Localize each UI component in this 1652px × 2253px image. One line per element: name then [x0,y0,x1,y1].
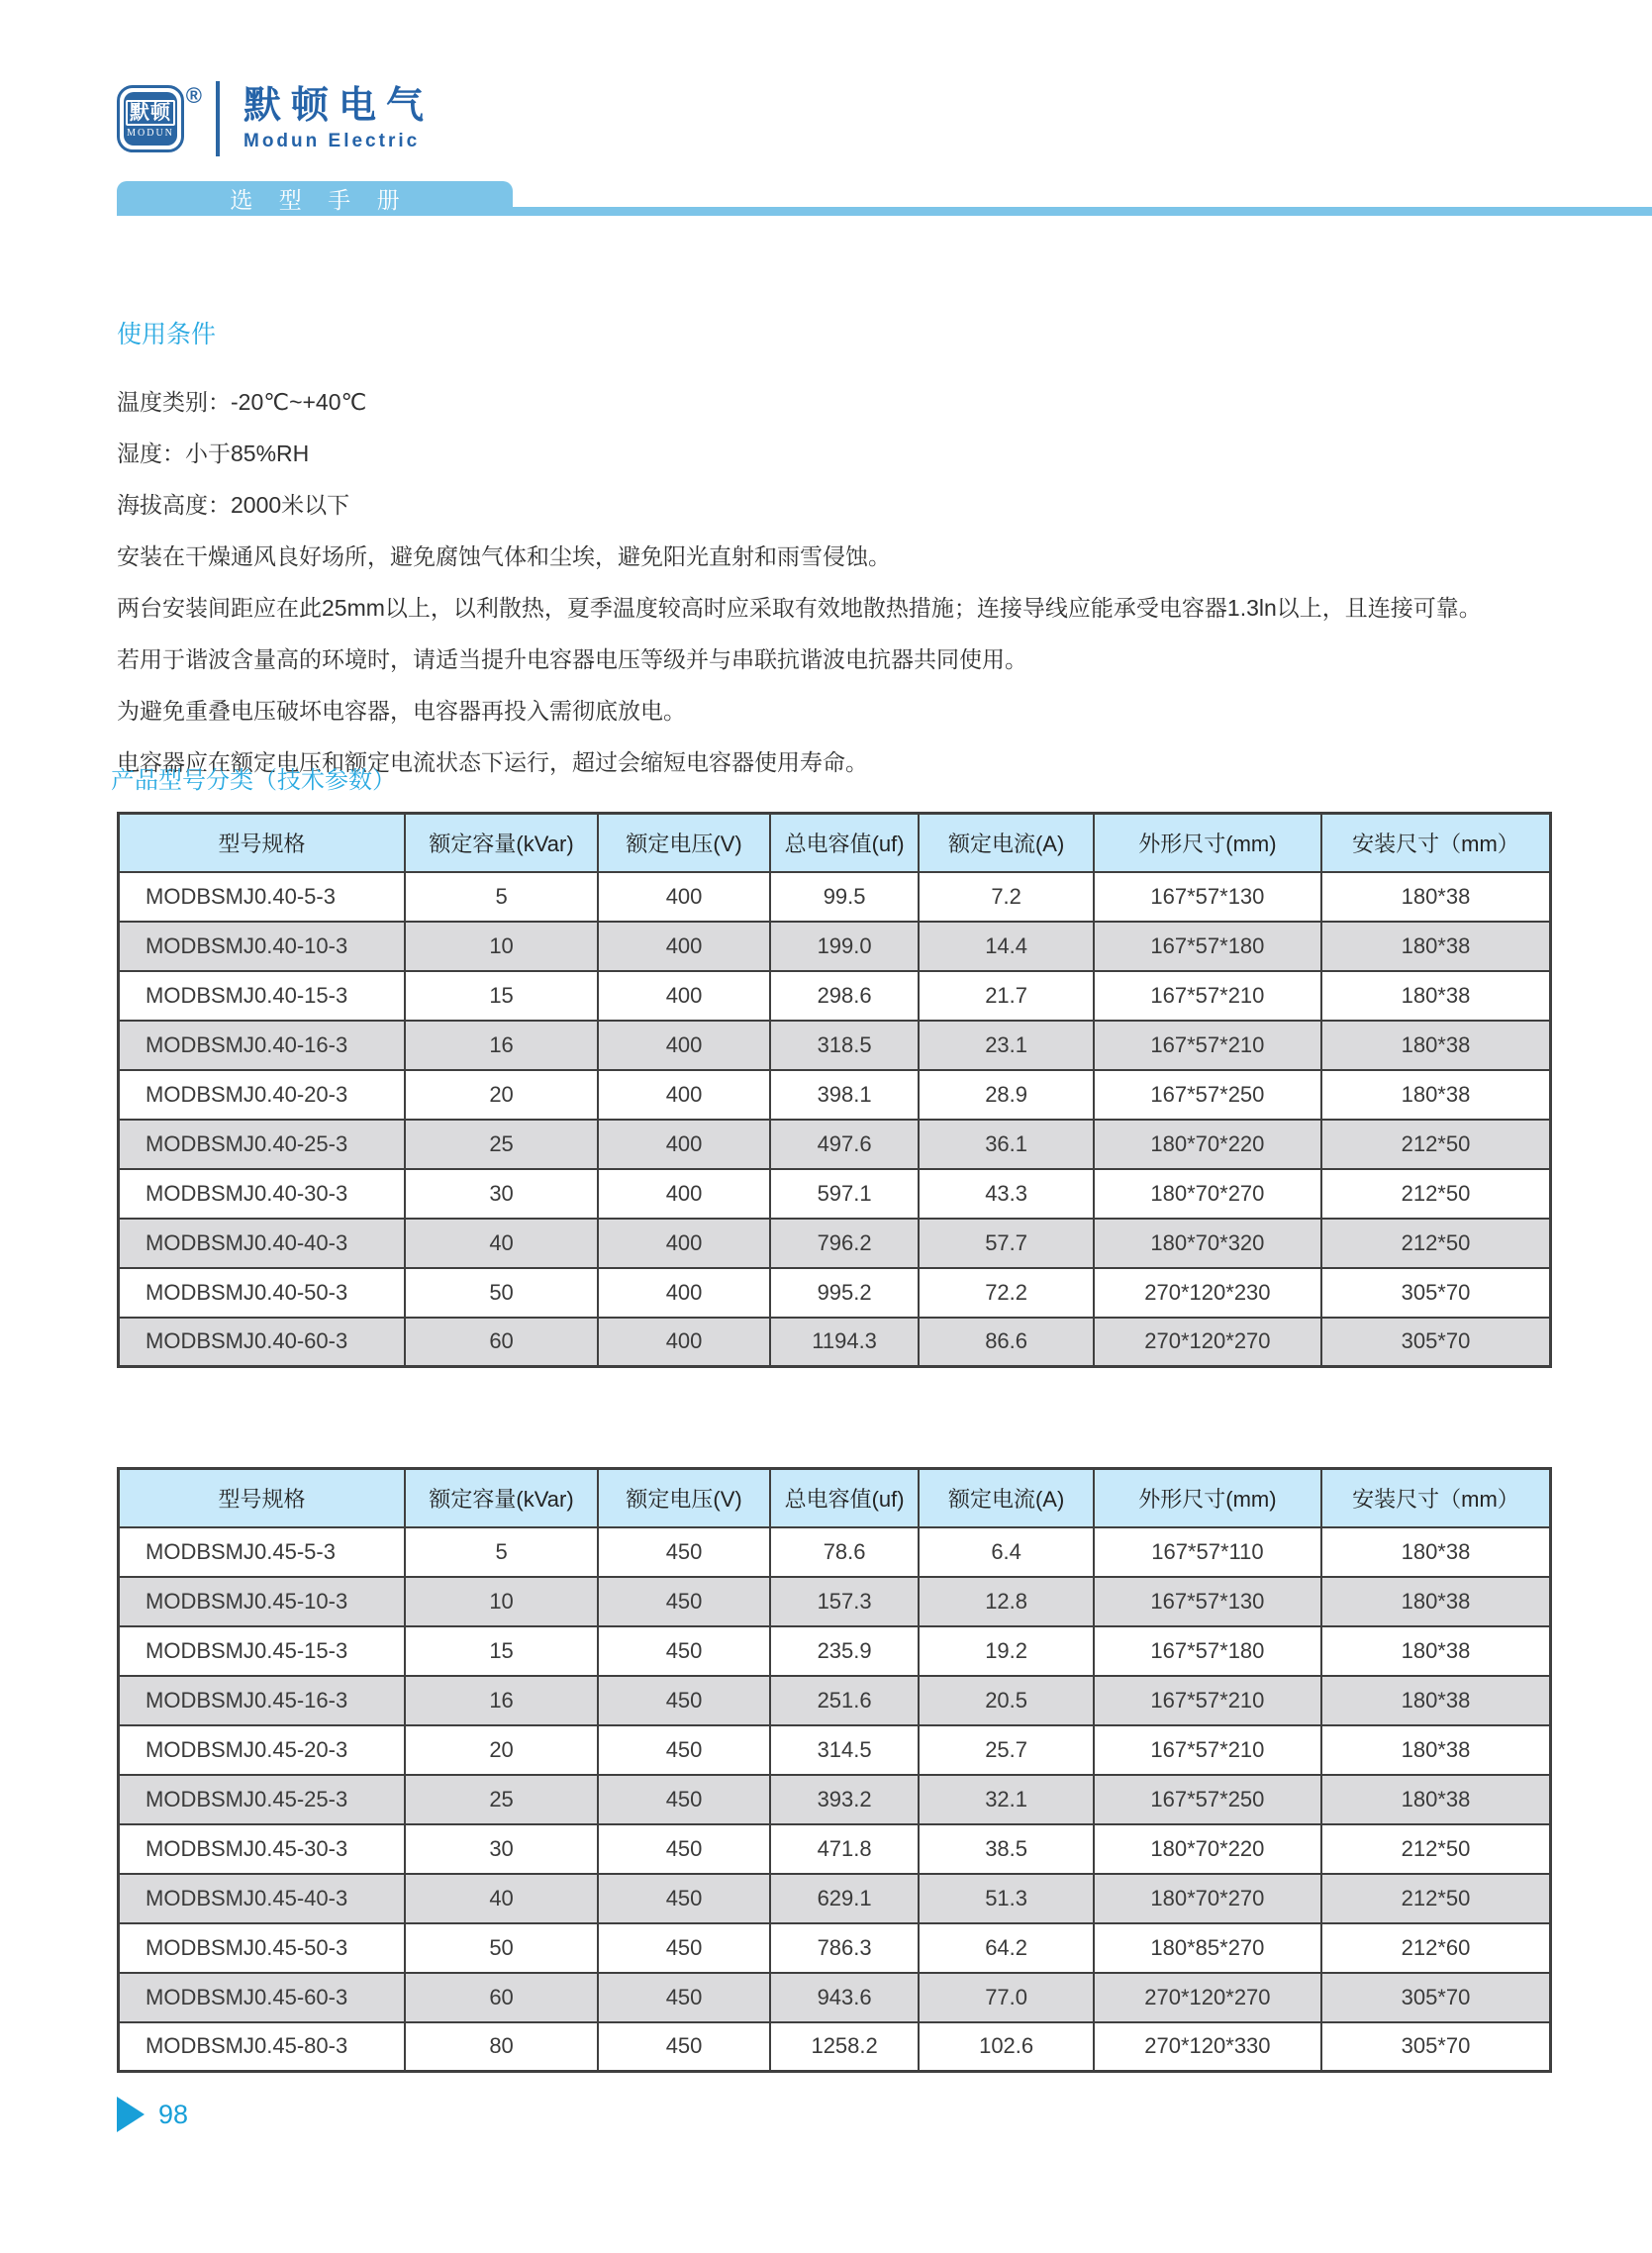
usage-conditions-section [117,315,1552,788]
model-cell: MODBSMJ0.45-30-3 [119,1824,405,1874]
value-cell: 180*70*220 [1094,1120,1321,1169]
value-cell: 40 [405,1874,598,1923]
logo-cn-text: 默顿 [126,100,175,126]
value-cell: 16 [405,1676,598,1725]
value-cell: 450 [598,1923,770,1973]
value-cell: 597.1 [770,1169,919,1219]
value-cell: 5 [405,872,598,922]
value-cell: 28.9 [919,1070,1094,1120]
page-number: 98 [158,2099,189,2129]
value-cell: 180*70*270 [1094,1874,1321,1923]
model-cell: MODBSMJ0.40-40-3 [119,1219,405,1268]
value-cell: 36.1 [919,1120,1094,1169]
value-cell: 20.5 [919,1676,1094,1725]
usage-line: 两台安装间距应在此25mm以上，以利散热，夏季温度较高时应采取有效地散热措施；连接导线应能承受电容器1.3ln以上，且连接可靠。 [117,595,1482,621]
value-cell: 20 [405,1070,598,1120]
value-cell: 251.6 [770,1676,919,1725]
value-cell: 14.4 [919,922,1094,971]
value-cell: 72.2 [919,1268,1094,1318]
column-header: 额定电压(V) [598,1469,770,1527]
value-cell: 167*57*210 [1094,1021,1321,1070]
column-header: 总电容值(uf) [770,1469,919,1527]
column-header: 额定电流(A) [919,1469,1094,1527]
value-cell: 15 [405,971,598,1021]
page-footer [117,2097,188,2132]
value-cell: 400 [598,1268,770,1318]
table-row [119,922,1551,971]
usage-line: 湿度：小于85%RH [117,441,310,466]
value-cell: 305*70 [1321,1973,1551,2022]
value-cell: 167*57*110 [1094,1527,1321,1577]
value-cell: 10 [405,1577,598,1626]
value-cell: 180*70*220 [1094,1824,1321,1874]
value-cell: 21.7 [919,971,1094,1021]
value-cell: 99.5 [770,872,919,922]
value-cell: 450 [598,1626,770,1676]
model-cell: MODBSMJ0.45-50-3 [119,1923,405,1973]
value-cell: 235.9 [770,1626,919,1676]
value-cell: 212*50 [1321,1120,1551,1169]
value-cell: 60 [405,1318,598,1367]
model-cell: MODBSMJ0.45-10-3 [119,1577,405,1626]
table-row [119,1824,1551,1874]
value-cell: 12.8 [919,1577,1094,1626]
value-cell: 167*57*210 [1094,971,1321,1021]
usage-line: 若用于谐波含量高的环境时，请适当提升电容器电压等级并与串联抗谐波电抗器共同使用。 [117,646,1027,672]
column-header: 额定电压(V) [598,814,770,872]
value-cell: 497.6 [770,1120,919,1169]
value-cell: 398.1 [770,1070,919,1120]
usage-conditions-title: 使用条件 [117,321,217,348]
value-cell: 167*57*180 [1094,922,1321,971]
value-cell: 450 [598,1725,770,1775]
table-header-row [119,814,1551,872]
value-cell: 86.6 [919,1318,1094,1367]
value-cell: 167*57*130 [1094,1577,1321,1626]
value-cell: 20 [405,1725,598,1775]
value-cell: 796.2 [770,1219,919,1268]
brand-logo [117,85,208,152]
value-cell: 400 [598,971,770,1021]
value-cell: 167*57*180 [1094,1626,1321,1676]
value-cell: 102.6 [919,2022,1094,2072]
value-cell: 450 [598,1824,770,1874]
value-cell: 995.2 [770,1268,919,1318]
value-cell: 180*38 [1321,1775,1551,1824]
value-cell: 400 [598,1219,770,1268]
value-cell: 57.7 [919,1219,1094,1268]
value-cell: 180*38 [1321,1021,1551,1070]
table-row [119,1318,1551,1367]
table-row [119,2022,1551,2072]
value-cell: 629.1 [770,1874,919,1923]
usage-line: 为避免重叠电压破坏电容器，电容器再投入需彻底放电。 [117,698,686,724]
value-cell: 212*60 [1321,1923,1551,1973]
value-cell: 167*57*210 [1094,1676,1321,1725]
triangle-icon [117,2097,145,2132]
value-cell: 786.3 [770,1923,919,1973]
value-cell: 393.2 [770,1775,919,1824]
value-cell: 23.1 [919,1021,1094,1070]
value-cell: 450 [598,1527,770,1577]
value-cell: 180*38 [1321,1626,1551,1676]
model-cell: MODBSMJ0.40-10-3 [119,922,405,971]
value-cell: 60 [405,1973,598,2022]
value-cell: 180*38 [1321,922,1551,971]
value-cell: 6.4 [919,1527,1094,1577]
value-cell: 180*38 [1321,1527,1551,1577]
value-cell: 305*70 [1321,1318,1551,1367]
value-cell: 305*70 [1321,1268,1551,1318]
value-cell: 180*38 [1321,1070,1551,1120]
value-cell: 318.5 [770,1021,919,1070]
value-cell: 212*50 [1321,1219,1551,1268]
value-cell: 167*57*250 [1094,1070,1321,1120]
model-cell: MODBSMJ0.40-16-3 [119,1021,405,1070]
column-header: 额定容量(kVar) [405,1469,598,1527]
value-cell: 270*120*270 [1094,1318,1321,1367]
column-header: 外形尺寸(mm) [1094,1469,1321,1527]
value-cell: 270*120*330 [1094,2022,1321,2072]
value-cell: 400 [598,1021,770,1070]
table-row [119,1021,1551,1070]
value-cell: 50 [405,1923,598,1973]
table-row [119,971,1551,1021]
brand-name-cn: 默顿电气 [243,85,435,127]
model-cell: MODBSMJ0.45-20-3 [119,1725,405,1775]
value-cell: 77.0 [919,1973,1094,2022]
value-cell: 450 [598,1874,770,1923]
table-header-row [119,1469,1551,1527]
value-cell: 305*70 [1321,2022,1551,2072]
value-cell: 180*38 [1321,1577,1551,1626]
value-cell: 25 [405,1120,598,1169]
value-cell: 80 [405,2022,598,2072]
value-cell: 450 [598,2022,770,2072]
table-row [119,1775,1551,1824]
column-header: 总电容值(uf) [770,814,919,872]
value-cell: 5 [405,1527,598,1577]
value-cell: 50 [405,1268,598,1318]
value-cell: 64.2 [919,1923,1094,1973]
usage-lines [117,376,1552,788]
brand-header [117,85,434,156]
model-cell: MODBSMJ0.45-25-3 [119,1775,405,1824]
registered-trademark-icon: ® [185,83,202,108]
value-cell: 1258.2 [770,2022,919,2072]
value-cell: 15 [405,1626,598,1676]
usage-line: 安装在干燥通风良好场所，避免腐蚀气体和尘埃，避免阳光直射和雨雪侵蚀。 [117,543,891,569]
value-cell: 270*120*270 [1094,1973,1321,2022]
model-cell: MODBSMJ0.45-80-3 [119,2022,405,2072]
value-cell: 7.2 [919,872,1094,922]
value-cell: 30 [405,1824,598,1874]
value-cell: 167*57*250 [1094,1775,1321,1824]
model-cell: MODBSMJ0.40-30-3 [119,1169,405,1219]
model-cell: MODBSMJ0.45-16-3 [119,1676,405,1725]
column-header: 额定电流(A) [919,814,1094,872]
table-row [119,1268,1551,1318]
banner-label: 选 型 手 册 [230,187,410,213]
value-cell: 180*38 [1321,971,1551,1021]
brand-name-en: Modun Electric [243,131,421,151]
value-cell: 270*120*230 [1094,1268,1321,1318]
table-row [119,1626,1551,1676]
value-cell: 25 [405,1775,598,1824]
banner-tab [117,181,513,216]
column-header: 型号规格 [119,1469,405,1527]
value-cell: 19.2 [919,1626,1094,1676]
value-cell: 180*85*270 [1094,1923,1321,1973]
column-header: 外形尺寸(mm) [1094,814,1321,872]
usage-line: 海拔高度：2000米以下 [117,492,350,518]
model-cell: MODBSMJ0.45-40-3 [119,1874,405,1923]
value-cell: 10 [405,922,598,971]
value-cell: 212*50 [1321,1169,1551,1219]
value-cell: 38.5 [919,1824,1094,1874]
spec-table-450v [117,1467,1552,2073]
model-cell: MODBSMJ0.40-50-3 [119,1268,405,1318]
model-cell: MODBSMJ0.40-5-3 [119,872,405,922]
value-cell: 180*70*270 [1094,1169,1321,1219]
value-cell: 180*38 [1321,1676,1551,1725]
value-cell: 180*70*320 [1094,1219,1321,1268]
value-cell: 400 [598,922,770,971]
table-row [119,1070,1551,1120]
table-row [119,1219,1551,1268]
value-cell: 25.7 [919,1725,1094,1775]
table-row [119,1120,1551,1169]
value-cell: 199.0 [770,922,919,971]
table-row [119,1973,1551,2022]
value-cell: 400 [598,1318,770,1367]
banner-strip [511,207,1652,216]
value-cell: 450 [598,1577,770,1626]
value-cell: 400 [598,1070,770,1120]
model-cell: MODBSMJ0.40-15-3 [119,971,405,1021]
usage-line: 电容器应在额定电压和额定电流状态下运行，超过会缩短电容器使用寿命。 [117,749,868,775]
value-cell: 40 [405,1219,598,1268]
logo-en-text: MODUN [127,127,174,139]
value-cell: 450 [598,1775,770,1824]
brand-names [243,85,434,152]
table-row [119,1527,1551,1577]
value-cell: 212*50 [1321,1824,1551,1874]
value-cell: 212*50 [1321,1874,1551,1923]
column-header: 额定容量(kVar) [405,814,598,872]
table-row [119,1923,1551,1973]
value-cell: 400 [598,872,770,922]
value-cell: 450 [598,1973,770,2022]
table-row [119,872,1551,922]
table-row [119,1169,1551,1219]
value-cell: 78.6 [770,1527,919,1577]
value-cell: 943.6 [770,1973,919,2022]
value-cell: 43.3 [919,1169,1094,1219]
column-header: 安装尺寸（mm） [1321,1469,1551,1527]
value-cell: 167*57*130 [1094,872,1321,922]
value-cell: 471.8 [770,1824,919,1874]
value-cell: 32.1 [919,1775,1094,1824]
value-cell: 180*38 [1321,1725,1551,1775]
value-cell: 298.6 [770,971,919,1021]
value-cell: 450 [598,1676,770,1725]
value-cell: 157.3 [770,1577,919,1626]
usage-line: 温度类别：-20℃~+40℃ [117,389,367,415]
value-cell: 314.5 [770,1725,919,1775]
spec-table-400v [117,812,1552,1368]
product-classification-title: 产品型号分类（技术参数） [111,767,396,794]
value-cell: 167*57*210 [1094,1725,1321,1775]
section-banner [117,181,1652,216]
model-cell: MODBSMJ0.45-15-3 [119,1626,405,1676]
model-cell: MODBSMJ0.45-5-3 [119,1527,405,1577]
model-cell: MODBSMJ0.40-25-3 [119,1120,405,1169]
value-cell: 180*38 [1321,872,1551,922]
column-header: 安装尺寸（mm） [1321,814,1551,872]
value-cell: 1194.3 [770,1318,919,1367]
value-cell: 400 [598,1169,770,1219]
value-cell: 400 [598,1120,770,1169]
model-cell: MODBSMJ0.40-20-3 [119,1070,405,1120]
model-cell: MODBSMJ0.40-60-3 [119,1318,405,1367]
logo-frame [117,85,184,152]
value-cell: 51.3 [919,1874,1094,1923]
value-cell: 16 [405,1021,598,1070]
brand-divider [216,81,220,156]
logo-mark [124,92,177,146]
model-cell: MODBSMJ0.45-60-3 [119,1973,405,2022]
column-header: 型号规格 [119,814,405,872]
table-row [119,1725,1551,1775]
value-cell: 30 [405,1169,598,1219]
table-row [119,1874,1551,1923]
table-row [119,1676,1551,1725]
table-row [119,1577,1551,1626]
